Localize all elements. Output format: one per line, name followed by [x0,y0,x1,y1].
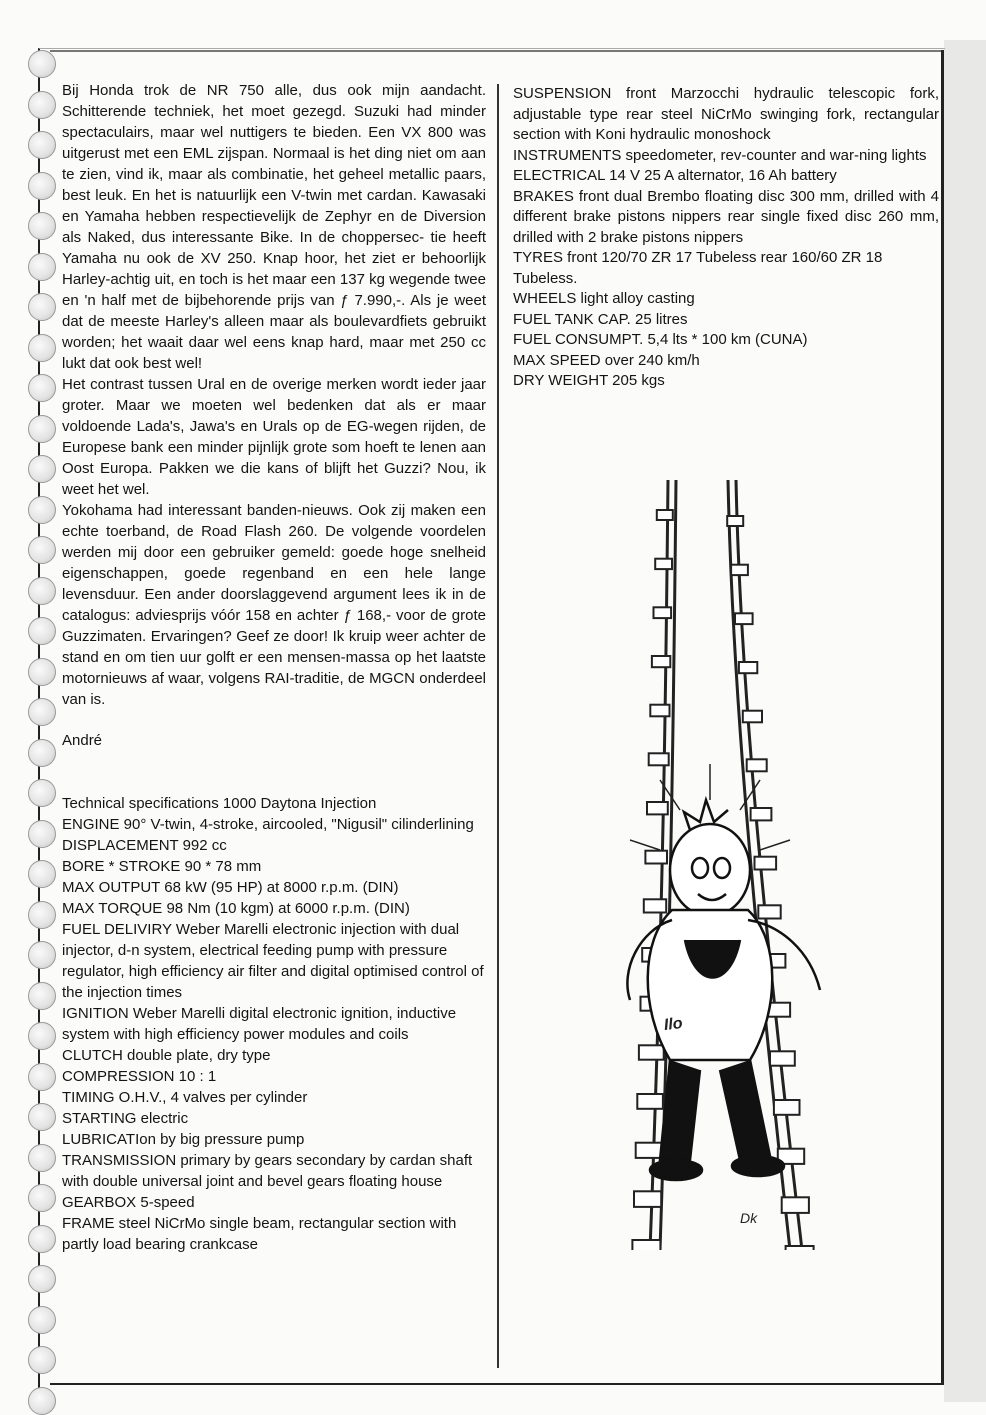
sleeper-block [782,1197,809,1213]
spec-max-speed: MAX SPEED over 240 km/h [513,351,700,369]
sleeper-block [751,808,772,820]
binder-ring [28,212,56,240]
sleeper-block [644,899,666,912]
spec-bore-stroke: BORE * STROKE 90 * 78 mm [62,858,262,875]
binder-ring [28,455,56,483]
binder-ring [28,739,56,767]
sleeper-block [652,656,670,667]
spec-tyres: TYRES front 120/70 ZR 17 Tubeless rear 160/60 ZR 18 Tubeless. [513,249,883,287]
binder-ring [28,1022,56,1050]
cartoon-caption: Ilo [663,1015,684,1034]
right-column [513,84,939,392]
article-paragraph-3: Yokohama had interessant banden-nieuws. Ook zij maken een echte toerband, de Road Flash 260. De volgende voordelen werden mij door een gebruiker gemeld: goede hoge snelheid eigenschappen, goede regenband en een hele lange levensduur. Een ander doorslaggevend argument lees ik in de catalogus: adviesprijs vóór 158 en achter ƒ 168,- voor de grote Guzzimaten. Ervaringen? Geef ze door! Ik kruip weer achter de stand en om tien uur golft er een mensen-massa op het laatste motornieuws af waar, volgens RAI-traditie, de MGCN onderdeel van is. [62,502,486,708]
binder-ring [28,172,56,200]
cartoon-signature: Dk [740,1210,758,1226]
spec-fuel-tank: FUEL TANK CAP. 25 litres [513,310,688,328]
spec-lubrication: LUBRICATIon by big pressure pump [62,1131,305,1148]
article-paragraph-1: Bij Honda trok de NR 750 alle, dus ook mijn aandacht. Schitterende techniek, het moet gezegd. Suzuki had minder spectaculairs, maar wel nuttigers te bieden. Een VX 800 was uitgerust met een EML zijspan. Normaal is het ding niet om aan te zien, vind ik, maar als combinatie, het geheel metallic paars, best leuk. En het is natuurlijk een V-twin met cardan. Kawasaki en Yamaha hebben respectievelijk de Zephyr en de Diversion als Naked, dus interessante Bike. In de choppersec- tie heeft Yamaha nu ook de XV 250. Knap hoor, het ziet er behoorlijk Harley-achtig uit, en toch is het maar een 137 kg wegende twee en 'n half met de bijbehorende prijs van ƒ 7.990,-. Als je weet dat de meeste Harley's alleen maar als boulevardfiets gebruikt worden; het waait daar wel eens knap hard, maar met 250 cc lukt dat ook best wel! [62,82,486,372]
sleeper-block [770,1051,795,1065]
spec-brakes: BRAKES front dual Brembo floating disc 300 mm, drilled with 4 different brake pistons nippers rear single fixed disc 260 mm, drilled with 2 brake pistons nippers [513,187,939,246]
spec-frame: FRAME steel NiCrMo single beam, rectangular section with partly load bearing crankcase [62,1215,457,1253]
binder-ring [28,536,56,564]
sleeper-block [647,802,668,814]
sleeper-block [739,662,757,673]
spec-wheels: WHEELS light alloy casting [513,290,695,307]
binder-ring [28,1306,56,1334]
spec-engine: ENGINE 90° V-twin, 4-stroke, aircooled, "Nigusil" cilinderlining [62,816,474,833]
binder-ring [28,941,56,969]
binder-ring [28,131,56,159]
binder-ring [28,374,56,402]
binder-ring [28,698,56,726]
binder-ring [28,253,56,281]
sleeper-block [650,705,669,717]
binder-ring [28,293,56,321]
sleeper-block [774,1100,800,1115]
spec-electrical: ELECTRICAL 14 V 25 A alternator, 16 Ah battery [513,167,837,184]
binder-ring [28,1184,56,1212]
scan-edge-strip [944,40,986,1402]
binder-ring [28,658,56,686]
sleeper-block [786,1246,814,1250]
spec-max-output: MAX OUTPUT 68 kW (95 HP) at 8000 r.p.m. (DIN) [62,879,399,896]
spec-fuel-consumption: FUEL CONSUMPT. 5,4 lts * 100 km (CUNA) [513,331,808,348]
binder-ring [28,982,56,1010]
article-paragraph-2: Het contrast tussen Ural en de overige merken wordt ieder jaar groter. Maar we moeten wel bedenken dat als er maar voldoende Lada's, Jawa's en Urals op de EG-wegen rijden, de Europese bank een minder pijnlijk grote som hoeft te lenen aan Oost Europa. Pakken we die kans of blijft het Guzzi? Nou, ik weet het wel. [62,376,486,498]
sleeper-block [655,559,672,569]
sleeper-block [654,607,672,618]
binder-ring [28,779,56,807]
sleeper-block [639,1045,664,1059]
sleeper-block [645,851,667,864]
binder-ring [28,577,56,605]
spec-ignition: IGNITION Weber Marelli digital electronic ignition, inductive system with high efficiency power modules and coils [62,1005,457,1043]
column-divider [497,84,499,1368]
sleeper-block [758,905,780,918]
sleeper-block [731,565,748,575]
spec-timing: TIMING O.H.V., 4 valves per cylinder [62,1089,308,1106]
sleeper-block [755,857,777,870]
binder-ring [28,617,56,645]
sleeper-block [632,1240,660,1250]
sleeper-block [735,613,753,624]
sleeper-block [637,1094,663,1109]
binder-ring [28,1225,56,1253]
binder-ring [28,860,56,888]
spec-starting: STARTING electric [62,1110,189,1127]
railway-cartoon-illustration [580,470,870,1250]
sleeper-block [634,1191,661,1207]
spec-max-torque: MAX TORQUE 98 Nm (10 kgm) at 6000 r.p.m. (DIN) [62,900,410,917]
bottom-rule [50,1383,943,1385]
top-rule [50,50,943,52]
sleeper-block [636,1143,662,1158]
spec-transmission: TRANSMISSION primary by gears secondary by cardan shaft with double universal joint and bevel gears floating house [62,1152,473,1190]
spec-gearbox: GEARBOX 5-speed [62,1194,195,1211]
binder-ring [28,1265,56,1293]
spec-instruments: INSTRUMENTS speedometer, rev-counter and war-ning lights [513,146,927,164]
binder-ring [28,334,56,362]
spec-compression: COMPRESSION 10 : 1 [62,1068,217,1085]
sleeper-block [657,510,673,520]
binder-ring [28,1063,56,1091]
binder-ring [28,1144,56,1172]
spec-clutch: CLUTCH double plate, dry type [62,1047,271,1064]
binder-ring [28,1387,56,1415]
binder-ring [28,91,56,119]
binder-ring [28,496,56,524]
binder-ring [28,415,56,443]
binder-ring [28,1346,56,1374]
left-column [62,80,486,1255]
spec-title: Technical specifications 1000 Daytona Injection [62,795,377,812]
spec-fuel-delivery: FUEL DELIVIRY Weber Marelli electronic injection with dual injector, d-n system, electrical feeding pump with pressure regulator, high efficiency air filter and digital optimised control of the injection times [62,921,484,1001]
author-name: André [62,732,103,749]
spec-displacement: DISPLACEMENT 992 cc [62,837,227,854]
sleeper-block [727,516,743,526]
binder-ring [28,901,56,929]
spec-suspension: SUSPENSION front Marzocchi hydraulic telescopic fork, adjustable type rear steel NiCrMo swinging fork, rectangular section with Koni hydraulic monoshock [513,85,939,143]
sleeper-block [743,711,762,723]
binder-ring [28,820,56,848]
sleeper-block [649,753,669,765]
spec-dry-weight: DRY WEIGHT 205 kgs [513,372,665,389]
right-edge-rule [941,50,944,1385]
sleeper-block [747,759,767,771]
binder-ring [28,1103,56,1131]
binder-ring [28,50,56,78]
